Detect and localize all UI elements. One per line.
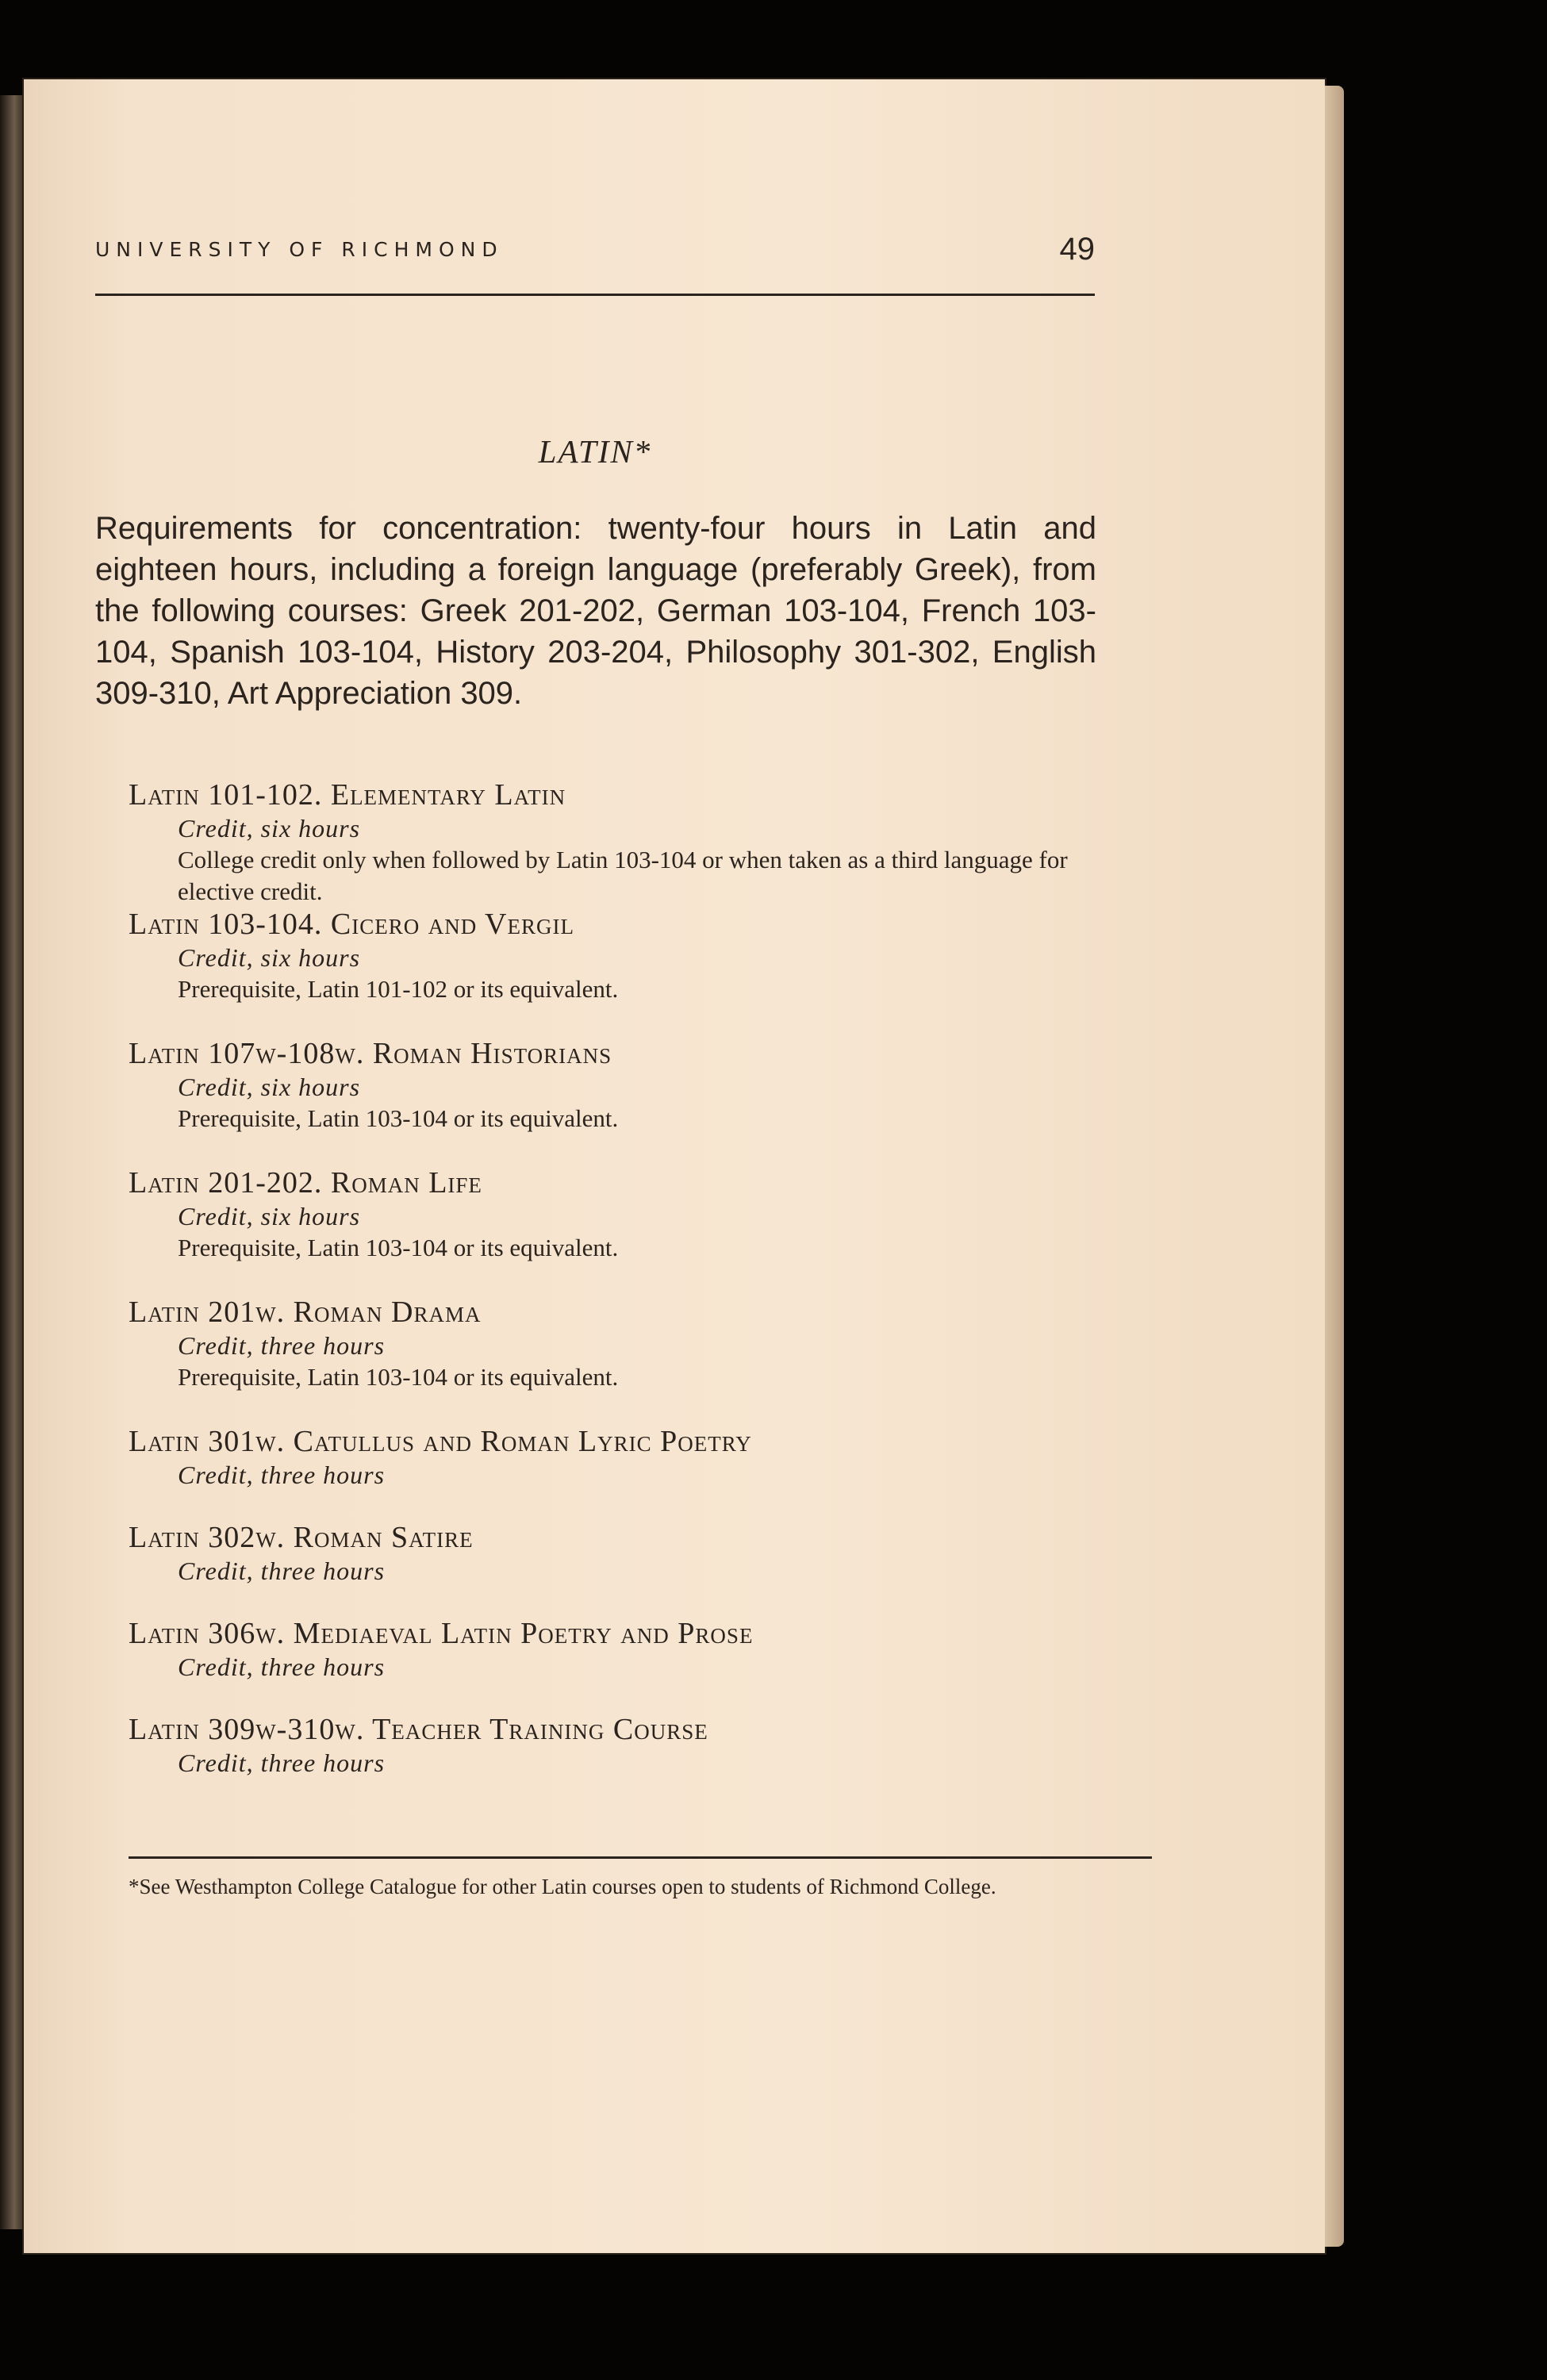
course-note: Prerequisite, Latin 103-104 or its equivalent. xyxy=(178,1104,619,1132)
course-credit: Credit, three hours xyxy=(178,1461,386,1489)
course-credit: Credit, six hours xyxy=(178,1073,361,1101)
course-credit: Credit, three hours xyxy=(178,1557,386,1585)
course-credit: Credit, three hours xyxy=(178,1331,386,1360)
course-title: Latin 306w. Mediaeval Latin Poetry and Prose xyxy=(129,1617,754,1650)
course-credit: Credit, three hours xyxy=(178,1749,386,1777)
page-number: 49 xyxy=(1059,232,1095,267)
course-title: Latin 201-202. Roman Life xyxy=(129,1166,482,1200)
course-title: Latin 103-104. Cicero and Vergil xyxy=(129,908,574,941)
course-note: College credit only when followed by Latin 103-104 or when taken as a third language for elective credit. xyxy=(178,846,1068,905)
course-note: Prerequisite, Latin 101-102 or its equivalent. xyxy=(178,975,619,1003)
course-title: Latin 302w. Roman Satire xyxy=(129,1521,474,1554)
course-entry xyxy=(129,1616,1128,1712)
section-title: LATIN* xyxy=(538,433,652,470)
footnote-divider xyxy=(129,1856,1152,1859)
course-title: Latin 101-102. Elementary Latin xyxy=(129,778,566,812)
course-title: Latin 301w. Catullus and Roman Lyric Poetry xyxy=(129,1425,752,1458)
page-edge xyxy=(1325,86,1344,2247)
course-entry xyxy=(129,1295,1128,1424)
running-title: UNIVERSITY OF RICHMOND xyxy=(95,238,504,261)
course-credit: Credit, six hours xyxy=(178,943,361,972)
course-entry xyxy=(129,1165,1128,1295)
course-entry xyxy=(129,1520,1128,1616)
concentration-requirements: Requirements for concentration: twenty-four hours in Latin and eighteen hours, including a foreign language (preferably Greek), from the following courses: Greek 201-202, German 103-104, French 103-104, Spanish 103-104, History 203-204, Philosophy 301-302, English 309-310, Art Appreciation 309. xyxy=(95,511,1096,711)
course-credit: Credit, six hours xyxy=(178,1202,361,1230)
course-title: Latin 201w. Roman Drama xyxy=(129,1296,482,1329)
footnote: *See Westhampton College Catalogue for other Latin courses open to students of Richmond College. xyxy=(129,1875,996,1898)
course-entry xyxy=(129,1036,1128,1165)
page-header xyxy=(95,230,1095,296)
course-entry xyxy=(129,1424,1128,1520)
course-entry xyxy=(129,777,1128,907)
course-note: Prerequisite, Latin 103-104 or its equivalent. xyxy=(178,1363,619,1391)
course-list xyxy=(129,777,1128,1808)
course-note: Prerequisite, Latin 103-104 or its equivalent. xyxy=(178,1234,619,1261)
course-title: Latin 107w-108w. Roman Historians xyxy=(129,1037,612,1070)
course-credit: Credit, six hours xyxy=(178,814,361,843)
course-credit: Credit, three hours xyxy=(178,1653,386,1681)
course-entry xyxy=(129,1712,1128,1808)
course-entry xyxy=(129,907,1128,1036)
book-spine-shadow xyxy=(0,95,24,2229)
course-title: Latin 309w-310w. Teacher Training Course xyxy=(129,1713,708,1746)
